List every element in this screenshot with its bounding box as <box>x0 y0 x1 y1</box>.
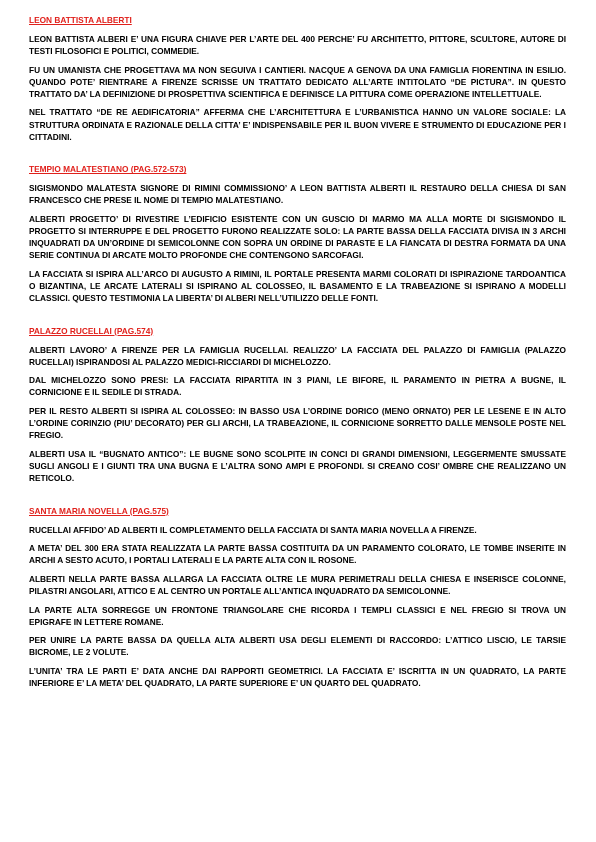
section-santa-maria-novella <box>29 505 566 690</box>
section-heading: LEON BATTISTA ALBERTI <box>29 15 132 25</box>
paragraph: DAL MICHELOZZO SONO PRESI: LA FACCIATA RIPARTITA IN 3 PIANI, LE BIFORE, IL PARAMENTO IN PIETRA A BUGNE, IL CORNICIONE E IL SEDILE DI STRADA. <box>29 375 566 398</box>
section-heading: SANTA MARIA NOVELLA (PAG.575) <box>29 505 169 516</box>
paragraph: LA PARTE ALTA SORREGGE UN FRONTONE TRIANGOLARE CHE RICORDA I TEMPLI CLASSICI E NEL FREGIO SI TROVA UN EPIGRAFE IN LETTERE ROMANE. <box>29 604 566 627</box>
section-heading: PALAZZO RUCELLAI (PAG.574) <box>29 325 154 336</box>
paragraph: ALBERTI NELLA PARTE BASSA ALLARGA LA FACCIATA OLTRE LE MURA PERIMETRALI DELLA CHIESA E INSERISCE COLONNE, PILASTRI ANGOLARI, ATTICO E AL CENTRO UN PORTALE ALL’ANTICA INQUADRATO DA SEMICOLONNE. <box>29 573 566 596</box>
section-spacer <box>29 491 566 505</box>
paragraph: LEON BATTISTA ALBERI E’ UNA FIGURA CHIAVE PER L’ARTE DEL 400 PERCHE’ FU ARCHITETTO, PITTORE, SCULTORE, AUTORE DI TESTI FILOSOFICI E POLITICI, COMMEDIE. <box>29 34 566 57</box>
paragraph: RUCELLAI AFFIDO’ AD ALBERTI IL COMPLETAMENTO DELLA FACCIATA DI SANTA MARIA NOVELLA A FIRENZE. <box>29 524 477 535</box>
paragraph: ALBERTI USA IL “BUGNATO ANTICO”: LE BUGNE SONO SCOLPITE IN CONCI DI GRANDI DIMENSIONI, LEGGERMENTE SMUSSATE SUGLI ANGOLI E I GIUNTI TRA UNA BUGNA E L’ALTRA SONO AMPI E PROFONDI. SI CREANO COSI’ OMBRE CHE REALIZZANO UN RETICOLO. <box>29 448 566 483</box>
paragraph: PER IL RESTO ALBERTI SI ISPIRA AL COLOSSEO: IN BASSO USA L’ORDINE DORICO (MENO ORNATO) PER LE LESENE E IN ALTO L’ORDINE CORINZIO (PIU’ DECORATO) PER GLI ARCHI, LA TRABEAZIONE, IL CORNICIONE SORRETTO DALLE MENSOLE POSTE NEL FREGIO. <box>29 405 566 441</box>
section-heading: TEMPIO MALATESTIANO (PAG.572-573) <box>29 164 187 175</box>
paragraph: NEL TRATTATO “DE RE AEDIFICATORIA” AFFERMA CHE L’ARCHITETTURA E L’URBANISTICA HANNO UN VALORE SOCIALE: LA STRUTTURA ORDINATA E RAZIONALE DELLA CITTA’ E’ INDISPENSABILE PER IL BUON VIVERE E STRUMENTO DI EDUCAZIONE PER I CITTADINI. <box>29 107 566 142</box>
paragraph: LA FACCIATA SI ISPIRA ALL’ARCO DI AUGUSTO A RIMINI, IL PORTALE PRESENTA MARMI COLORATI DI ISPIRAZIONE TARDOANTICA O BIZANTINA, LE ARCATE LATERALI SI ISPIRANO AL COLOSSEO, IL BASAMENTO E LA TRABEAZIONE SI ISPIRANO A MODELLI CLASSICI. QUESTO TESTIMONIA LA LIBERTA’ DI ALBERI NELL’UTILIZZO DELLE FONTI. <box>29 268 566 303</box>
paragraph: SIGISMONDO MALATESTA SIGNORE DI RIMINI COMMISSIONO’ A LEON BATTISTA ALBERTI IL RESTAURO DELLA CHIESA DI SAN FRANCESCO CHE PRESE IL NOME DI TEMPIO MALATESTIANO. <box>29 183 566 206</box>
paragraph: A META’ DEL 300 ERA STATA REALIZZATA LA PARTE BASSA COSTITUITA DA UN PARAMENTO COLORATO, LE TOMBE INSERITE IN ARCHI A SESTO ACUTO, I PORTALI LATERALI E LA PARTE ALTA CON IL ROSONE. <box>29 543 566 566</box>
paragraph: ALBERTI PROGETTO’ DI RIVESTIRE L’EDIFICIO ESISTENTE CON UN GUSCIO DI MARMO MA ALLA MORTE DI SIGISMONDO IL PROGETTO SI INTERRUPPE E DEL PROGETTO FURONO REALIZZATE SOLO: LA PARTE BASSA DELLA FACCIATA DIVISA IN 3 ARCHI INQUADRATI DA UN’ORDINE DI SEMICOLONNE CON SOPRA UN ORDINE DI PARASTE E LA FIANCATA DI DESTRA FORMATA DA UNA SERIE CONTINUA DI ARCATE MOLTO PROFONDE CHE CONTENGONO SARCOFAGI. <box>29 213 566 261</box>
document-page <box>29 14 566 696</box>
section-spacer <box>29 149 566 163</box>
paragraph: PER UNIRE LA PARTE BASSA DA QUELLA ALTA ALBERTI USA DEGLI ELEMENTI DI RACCORDO: L’ATTICO LISCIO, LE TARSIE BICROME, LE 2 VOLUTE. <box>29 635 566 658</box>
section-alberti <box>29 14 566 143</box>
paragraph: FU UN UMANISTA CHE PROGETTAVA MA NON SEGUIVA I CANTIERI. NACQUE A GENOVA DA UNA FAMIGLIA FIORENTINA IN ESILIO. QUANDO POTE’ RIENTRARE A FIRENZE SCRISSE UN TRATTATO DEDICATO ALL’ARTE INTITOLATO “DE PICTURA”. IN QUESTO TRATTATO DA’ LA DEFINIZIONE DI PROSPETTIVA SCIENTIFICA E DEFINISCE LA PITTURA COME OPERAZIONE INTELLETTUALE. <box>29 64 566 99</box>
paragraph: L’UNITA’ TRA LE PARTI E’ DATA ANCHE DAI RAPPORTI GEOMETRICI. LA FACCIATA E’ ISCRITTA IN UN QUADRATO, LA PARTE INFERIORE E’ LA META’ DEL QUADRATO, LA PARTE SUPERIORE E’ UN QUARTO DEL QUADRATO. <box>29 665 566 688</box>
section-tempio-malatestiano <box>29 163 566 304</box>
section-palazzo-rucellai <box>29 325 566 484</box>
paragraph: ALBERTI LAVORO’ A FIRENZE PER LA FAMIGLIA RUCELLAI. REALIZZO’ LA FACCIATA DEL PALAZZO DI FAMIGLIA (PALAZZO RUCELLAI) ISPIRANDOSI AL PALAZZO MEDICI-RICCIARDI DI MICHELOZZO. <box>29 344 566 367</box>
section-spacer <box>29 311 566 325</box>
